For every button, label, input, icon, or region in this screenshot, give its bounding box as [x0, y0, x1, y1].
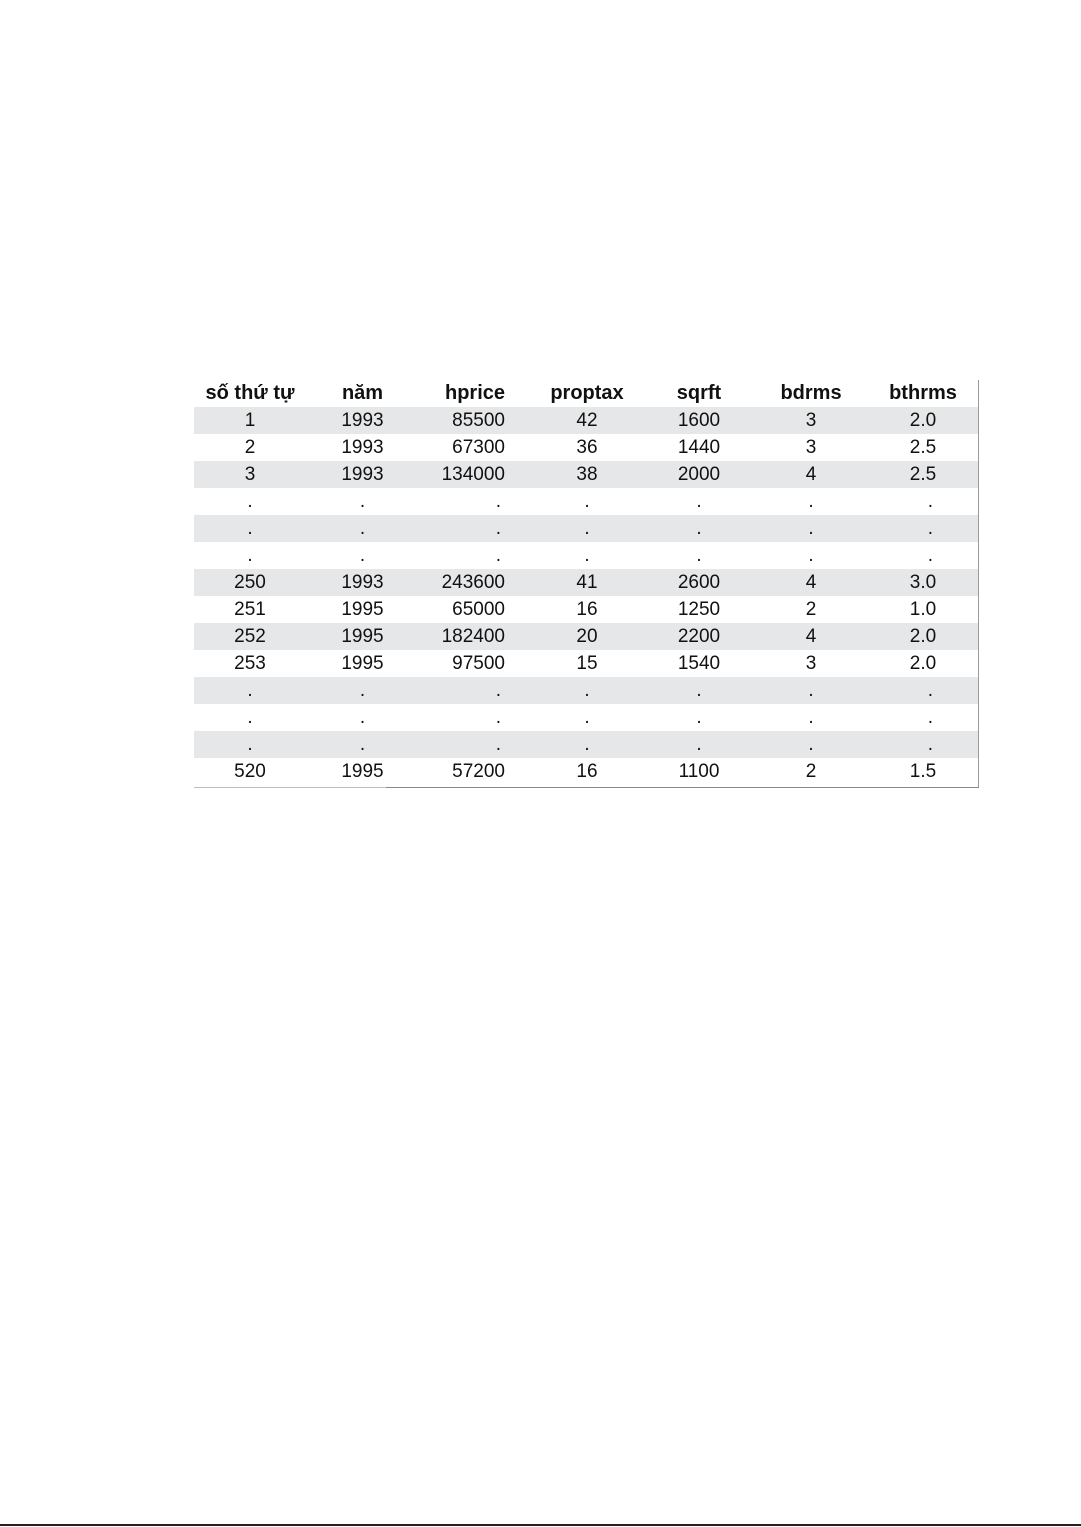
cell-bthrms: 2.0: [867, 623, 979, 650]
cell-proptax: 16: [531, 596, 643, 623]
cell-hprice: 182400: [419, 623, 531, 650]
table-header: [194, 380, 979, 407]
table-row: [194, 569, 979, 596]
cell-sqrft: .: [643, 677, 755, 704]
header-cell-sqrft: sqrft: [676, 382, 722, 404]
cell-bdrms: 3: [755, 650, 867, 677]
cell-index: 2: [194, 434, 306, 461]
data-table-container: [194, 380, 979, 785]
cell-sqrft: .: [643, 704, 755, 731]
cell-bthrms: .: [867, 488, 979, 515]
cell-index: .: [194, 515, 306, 542]
cell-year: .: [306, 488, 419, 515]
cell-year: .: [306, 704, 419, 731]
cell-sqrft: 1100: [643, 758, 755, 785]
cell-proptax: 20: [531, 623, 643, 650]
cell-proptax: 36: [531, 434, 643, 461]
table-row: [194, 677, 979, 704]
cell-proptax: 15: [531, 650, 643, 677]
cell-year: 1993: [306, 461, 419, 488]
cell-bdrms: .: [755, 515, 867, 542]
cell-bthrms: 3.0: [867, 569, 979, 596]
cell-sqrft: 2200: [643, 623, 755, 650]
cell-hprice: 85500: [419, 407, 531, 434]
cell-year: .: [306, 542, 419, 569]
cell-year: .: [306, 515, 419, 542]
cell-index: 1: [194, 407, 306, 434]
cell-bdrms: .: [755, 731, 867, 758]
cell-index: .: [194, 704, 306, 731]
cell-sqrft: 2000: [643, 461, 755, 488]
cell-bdrms: 3: [755, 434, 867, 461]
table-row: [194, 704, 979, 731]
cell-bdrms: .: [755, 704, 867, 731]
table-body: [194, 407, 979, 785]
cell-hprice: .: [419, 542, 531, 569]
cell-sqrft: .: [643, 731, 755, 758]
cell-bthrms: .: [867, 677, 979, 704]
cell-bdrms: 2: [755, 596, 867, 623]
cell-hprice: 65000: [419, 596, 531, 623]
cell-sqrft: 2600: [643, 569, 755, 596]
cell-proptax: 16: [531, 758, 643, 785]
cell-hprice: .: [419, 677, 531, 704]
cell-hprice: .: [419, 704, 531, 731]
cell-hprice: 97500: [419, 650, 531, 677]
cell-bdrms: 4: [755, 461, 867, 488]
header-row: [194, 380, 979, 407]
header-cell-year: năm: [341, 382, 384, 404]
cell-proptax: .: [531, 488, 643, 515]
cell-hprice: .: [419, 731, 531, 758]
cell-hprice: .: [419, 488, 531, 515]
cell-bthrms: .: [867, 731, 979, 758]
cell-sqrft: .: [643, 542, 755, 569]
table-row: [194, 461, 979, 488]
cell-hprice: .: [419, 515, 531, 542]
table-row: [194, 488, 979, 515]
cell-bdrms: 2: [755, 758, 867, 785]
cell-bdrms: 3: [755, 407, 867, 434]
cell-bthrms: 1.0: [867, 596, 979, 623]
cell-proptax: 41: [531, 569, 643, 596]
header-cell-bthrms: bthrms: [889, 382, 957, 404]
table-row: [194, 758, 979, 785]
table-row: [194, 623, 979, 650]
table-row: [194, 434, 979, 461]
cell-proptax: 42: [531, 407, 643, 434]
cell-bthrms: 2.0: [867, 650, 979, 677]
cell-bthrms: .: [867, 515, 979, 542]
cell-bthrms: .: [867, 704, 979, 731]
page-bottom-rule: [0, 1524, 1081, 1526]
table-row: [194, 542, 979, 569]
cell-index: 253: [194, 650, 306, 677]
cell-year: 1993: [306, 434, 419, 461]
table-row: [194, 650, 979, 677]
header-cell-hprice: hprice: [444, 382, 506, 404]
cell-proptax: .: [531, 677, 643, 704]
cell-year: 1993: [306, 569, 419, 596]
table-bottom-border-dark: [386, 787, 979, 788]
table-right-border: [978, 380, 979, 788]
cell-year: 1995: [306, 758, 419, 785]
cell-index: .: [194, 731, 306, 758]
cell-year: 1995: [306, 623, 419, 650]
cell-bdrms: 4: [755, 623, 867, 650]
cell-sqrft: .: [643, 488, 755, 515]
cell-hprice: 134000: [419, 461, 531, 488]
cell-hprice: 67300: [419, 434, 531, 461]
cell-hprice: 243600: [419, 569, 531, 596]
cell-sqrft: 1440: [643, 434, 755, 461]
cell-index: 251: [194, 596, 306, 623]
cell-index: .: [194, 542, 306, 569]
cell-proptax: .: [531, 542, 643, 569]
cell-sqrft: 1600: [643, 407, 755, 434]
header-cell-bdrms: bdrms: [780, 382, 842, 404]
cell-index: 252: [194, 623, 306, 650]
cell-index: 520: [194, 758, 306, 785]
cell-proptax: .: [531, 704, 643, 731]
cell-index: 3: [194, 461, 306, 488]
cell-sqrft: 1250: [643, 596, 755, 623]
cell-year: 1995: [306, 650, 419, 677]
header-cell-proptax: proptax: [550, 382, 624, 404]
cell-index: 250: [194, 569, 306, 596]
cell-proptax: .: [531, 515, 643, 542]
cell-bthrms: 1.5: [867, 758, 979, 785]
cell-sqrft: .: [643, 515, 755, 542]
cell-bthrms: 2.5: [867, 434, 979, 461]
cell-year: .: [306, 677, 419, 704]
cell-bdrms: .: [755, 677, 867, 704]
header-cell-index: số thứ tự: [205, 382, 295, 404]
table-row: [194, 596, 979, 623]
cell-bthrms: .: [867, 542, 979, 569]
cell-year: 1995: [306, 596, 419, 623]
cell-bdrms: 4: [755, 569, 867, 596]
cell-bthrms: 2.5: [867, 461, 979, 488]
housing-data-table: [194, 380, 979, 785]
cell-bdrms: .: [755, 488, 867, 515]
cell-bdrms: .: [755, 542, 867, 569]
table-row: [194, 515, 979, 542]
cell-index: .: [194, 677, 306, 704]
cell-index: .: [194, 488, 306, 515]
table-row: [194, 731, 979, 758]
table-row: [194, 407, 979, 434]
cell-year: 1993: [306, 407, 419, 434]
cell-proptax: .: [531, 731, 643, 758]
cell-bthrms: 2.0: [867, 407, 979, 434]
cell-year: .: [306, 731, 419, 758]
cell-sqrft: 1540: [643, 650, 755, 677]
cell-hprice: 57200: [419, 758, 531, 785]
cell-proptax: 38: [531, 461, 643, 488]
